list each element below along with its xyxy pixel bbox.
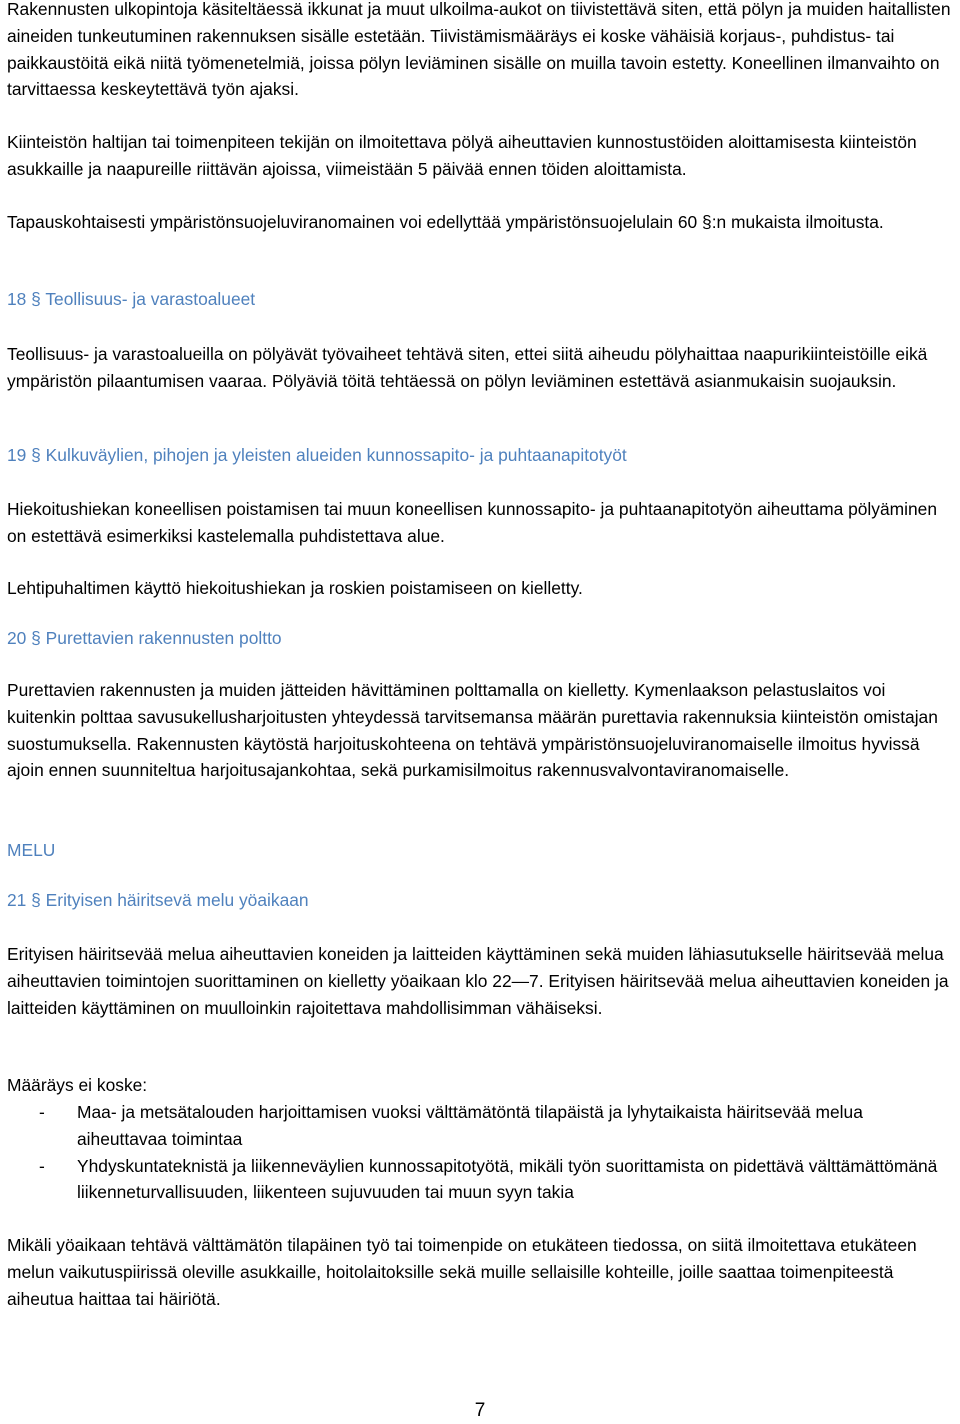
exemption-list bbox=[7, 1099, 953, 1206]
page-number: 7 bbox=[474, 1400, 486, 1421]
list-item-text: Yhdyskuntateknistä ja liikenneväylien kunnossapitotyötä, mikäli työn suorittamista on pidettävä välttämättömänä liikenneturvallisuuden, liikenteen sujuvuuden tai muun syyn takia bbox=[77, 1155, 938, 1203]
heading-section-19: 19 § Kulkuväylien, pihojen ja yleisten alueiden kunnossapito- ja puhtaanapitotyöt bbox=[7, 445, 627, 465]
paragraph-section-19b: Lehtipuhaltimen käyttö hiekoitushiekan ja roskien poistamiseen on kielletty. bbox=[7, 578, 583, 598]
bullet-dash: - bbox=[39, 1155, 45, 1176]
paragraph-case-notification: Tapauskohtaisesti ympäristönsuojeluviranomainen voi edellyttää ympäristönsuojelulain 60 §:n mukaista ilmoitusta. bbox=[7, 212, 884, 232]
exemption-label: Määräys ei koske: bbox=[7, 1075, 148, 1095]
paragraph-section-18: Teollisuus- ja varastoalueilla on pölyävät työvaiheet tehtävä siten, ettei siitä aiheudu pölyhaittaa naapurikiinteistöille eikä ympäristön pilaantumisen vaaraa. Pölyäviä töitä tehtäessä on pölyn leviäminen estettävä asianmukaisin suojauksin. bbox=[7, 344, 928, 391]
paragraph-sealing-openings: Rakennusten ulkopintoja käsiteltäessä ikkunat ja muut ulkoilma-aukot on tiivistettävä siten, että pölyn ja muiden haitallisten aineiden tunkeutuminen rakennuksen sisälle estetään. Tiivistämismääräys ei koske vähäisiä korjaus-, puhdistus- tai paikkaustöitä eikä niitä työmenetelmiä, joissa pölyn leviäminen sisälle on muilla tavoin estetty. Koneellinen ilmanvaihto on tarvittaessa keskeytettävä työn ajaksi. bbox=[7, 0, 951, 100]
list-item bbox=[7, 1153, 953, 1207]
heading-section-20: 20 § Purettavien rakennusten poltto bbox=[7, 628, 282, 648]
bullet-dash: - bbox=[39, 1102, 45, 1122]
paragraph-section-20: Purettavien rakennusten ja muiden jätteiden hävittäminen polttamalla on kielletty. Kymenlaakson pelastuslaitos voi kuitenkin polttaa savusukellusharjoitusten yhteydessä tarvitsemansa määrän purettavia rakennuksia kiinteistön omistajan suostumuksella. Rakennusten käytöstä harjoituskohteena on tehtävä ympäristönsuojeluviranomaiselle ilmoitus hyvissä ajoin ennen suunniteltua harjoitusajankohtaa, sekä purkamisilmoitus rakennusvalvontaviranomaiselle. bbox=[7, 680, 938, 781]
paragraph-section-21: Erityisen häiritsevää melua aiheuttavien koneiden ja laitteiden käyttäminen sekä muiden lähiasutukselle häiritsevää melua aiheuttavien toimintojen suorittaminen on kielletty yöaikaan klo 22—7. Erityisen häiritsevää melua aiheuttavien koneiden ja laitteiden käyttäminen on muulloinkin rajoitettava mahdollisimman vähäiseksi. bbox=[7, 944, 949, 1018]
paragraph-section-19a: Hiekoitushiekan koneellisen poistamisen tai muun koneellisen kunnossapito- ja puhtaanapitotyön aiheuttama pölyäminen on estettävä esimerkiksi kastelemalla puhdistettava alue. bbox=[7, 499, 938, 546]
list-item-text: Maa- ja metsätalouden harjoittamisen vuoksi välttämätöntä tilapäistä ja lyhytaikaista häiritsevää melua aiheuttavaa toimintaa bbox=[77, 1102, 863, 1149]
heading-section-18: 18 § Teollisuus- ja varastoalueet bbox=[7, 289, 256, 309]
heading-section-21: 21 § Erityisen häiritsevä melu yöaikaan bbox=[7, 890, 309, 910]
paragraph-notify-residents: Kiinteistön haltijan tai toimenpiteen tekijän on ilmoitettava pölyä aiheuttavien kunnostustöiden aloittamisesta kiinteistön asukkaille ja naapureille riittävän ajoissa, viimeistään 5 päivää ennen töiden aloittamista. bbox=[7, 132, 917, 179]
heading-melu: MELU bbox=[7, 840, 56, 860]
paragraph-night-notice: Mikäli yöaikaan tehtävä välttämätön tilapäinen työ tai toimenpide on etukäteen tiedossa, on siitä ilmoitettava etukäteen melun vaikutuspiirissä oleville asukkaille, hoitolaitoksille sekä muille sellaisille kohteille, joille saattaa toimenpiteestä aiheutua haittaa tai häiriötä. bbox=[7, 1235, 917, 1309]
list-item bbox=[7, 1099, 953, 1153]
